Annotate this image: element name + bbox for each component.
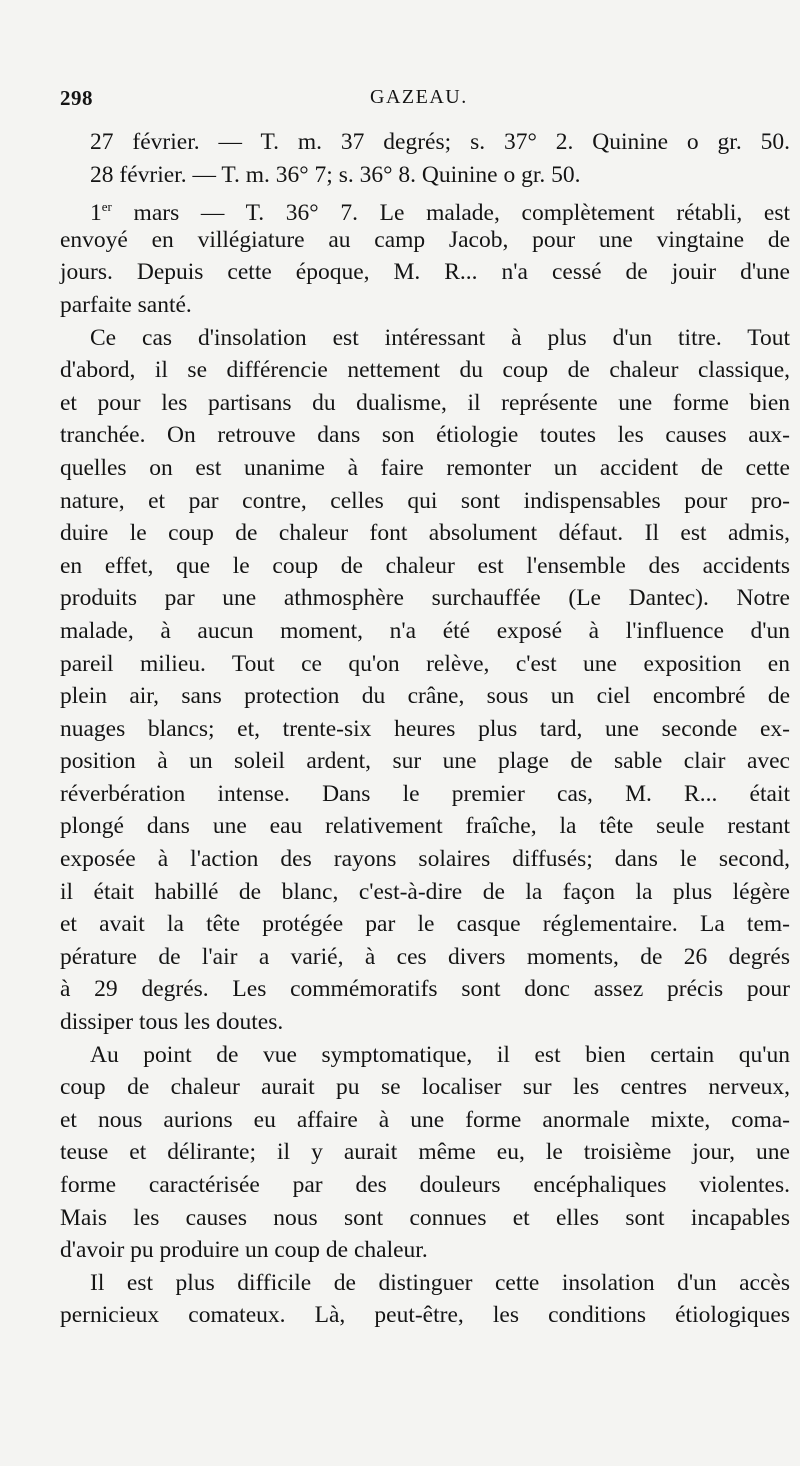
text-line: forme caractérisée par des douleurs encéphaliques violentes. <box>60 1172 790 1198</box>
text-line: Mais les causes nous sont connues et elles sont incapables <box>60 1204 790 1231</box>
text-line: quelles on est unanime à faire remonter un accident de cette <box>60 454 790 481</box>
text-line: pérature de l'air a varié, à ces divers moments, de 26 degrés <box>60 943 790 970</box>
text-line: il était habillé de blanc, c'est-à-dire de la façon la plus légère <box>60 878 790 905</box>
text-line: tranchée. On retrouve dans son étiologie toutes les causes aux- <box>60 422 790 449</box>
text-line: parfaite santé. <box>60 291 192 318</box>
text-line: et nous aurions eu affaire à une forme anormale mixte, coma- <box>60 1106 790 1133</box>
text-line: teuse et délirante; il y aurait même eu, le troisième jour, une <box>60 1139 790 1166</box>
text-line: d'avoir pu produire un coup de chaleur. <box>60 1237 428 1264</box>
text-line: jours. Depuis cette époque, M. R... n'a cessé de jouir d'une <box>60 259 790 286</box>
text-line: coup de chaleur aurait pu se localiser sur les centres nerveux, <box>60 1074 790 1101</box>
text-line: 27 février. — T. m. 37 degrés; s. 37° 2. Quinine o gr. 50. <box>90 129 790 155</box>
text-line: 28 février. — T. m. 36° 7; s. 36° 8. Quinine o gr. 50. <box>90 161 581 188</box>
text-line: dissiper tous les doutes. <box>60 1009 284 1036</box>
text-line: envoyé en villégiature au camp Jacob, pour une vingtaine de <box>60 226 790 253</box>
text-line: nature, et par contre, celles qui sont indispensables pour pro- <box>60 487 790 514</box>
page-number: 298 <box>60 86 93 110</box>
text-line: réverbération intense. Dans le premier cas, M. R... était <box>60 780 790 807</box>
text-line: pareil milieu. Tout ce qu'on relève, c'est une exposition en <box>60 650 790 677</box>
page-header <box>60 86 790 126</box>
running-head: GAZEAU. <box>370 86 468 108</box>
text-line: plongé dans une eau relativement fraîche, la tête seule restant <box>60 813 790 840</box>
text-line: en effet, que le coup de chaleur est l'ensemble des accidents <box>60 552 790 579</box>
text-line-rest: mars — T. 36° 7. Le malade, complètement rétabli, est <box>133 200 791 227</box>
text-line: Au point de vue symptomatique, il est bien certain qu'un <box>90 1041 790 1068</box>
ordinal-superscript: er <box>101 199 112 215</box>
text-line-first-march <box>60 191 791 227</box>
text-line: d'abord, il se différencie nettement du coup de chaleur classique, <box>60 357 790 384</box>
book-page <box>60 86 790 1332</box>
text-line: exposée à l'action des rayons solaires diffusés; dans le second, <box>60 846 790 873</box>
text-line: et avait la tête protégée par le casque réglementaire. La tem- <box>60 911 790 938</box>
text-line: produits par une athmosphère surchauffée (Le Dantec). Notre <box>60 585 790 612</box>
text-line: position à un soleil ardent, sur une plage de sable clair avec <box>60 748 790 775</box>
body-text <box>60 126 790 1332</box>
date-ordinal: 1 <box>90 200 102 227</box>
text-line: à 29 degrés. Les commémoratifs sont donc assez précis pour <box>60 976 790 1003</box>
text-line: et pour les partisans du dualisme, il représente une forme bien <box>60 389 790 416</box>
text-line: Il est plus difficile de distinguer cette insolation d'un accès <box>90 1269 790 1296</box>
text-line: duire le coup de chaleur font absolument défaut. Il est admis, <box>60 520 790 547</box>
text-line: Ce cas d'insolation est intéressant à plus d'un titre. Tout <box>90 324 790 351</box>
text-line: nuages blancs; et, trente-six heures plus tard, une seconde ex- <box>60 715 790 742</box>
text-line: pernicieux comateux. Là, peut-être, les conditions étiologiques <box>60 1302 790 1329</box>
text-line: plein air, sans protection du crâne, sous un ciel encombré de <box>60 683 790 710</box>
text-line: malade, à aucun moment, n'a été exposé à l'influence d'un <box>60 617 790 644</box>
